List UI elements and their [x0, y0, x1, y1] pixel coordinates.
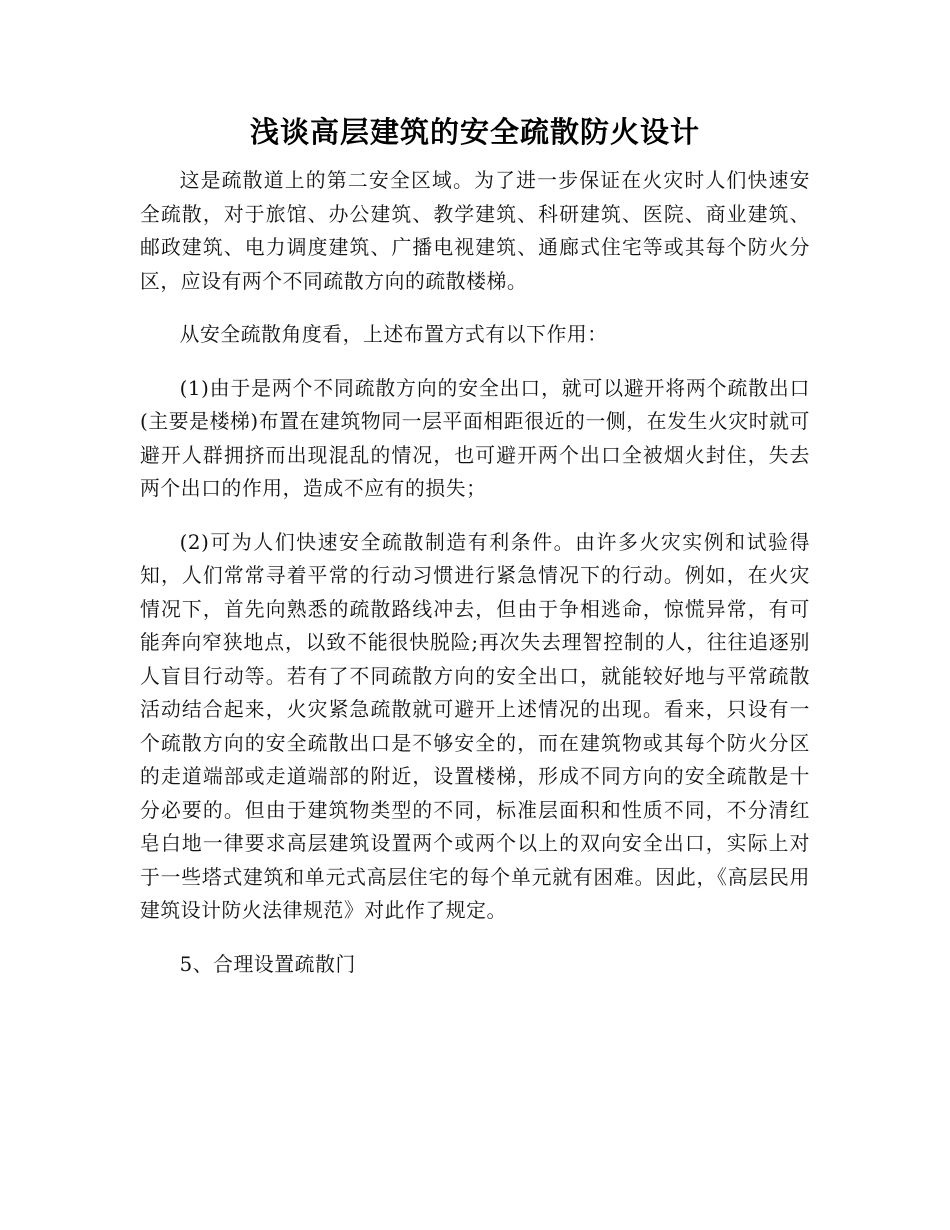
paragraph-effect-2: (2)可为人们快速安全疏散制造有利条件。由许多火灾实例和试验得知，人们常常寻着平常的行动习惯进行紧急情况下的行动。例如，在火灾情况下，首先向熟悉的疏散路线冲去，但由于争相逃命，惊慌异常，有可能奔向窄狭地点，以致不能很快脱险;再次失去理智控制的人，往往追逐别人盲目行动等。若有了不同疏散方向的安全出口，就能较好地与平常疏散活动结合起来，火灾紧急疏散就可避开上述情况的出现。看来，只设有一个疏散方向的安全疏散出口是不够安全的，而在建筑物或其每个防火分区的走道端部或走道端部的附近，设置楼梯，形成不同方向的安全疏散是十分必要的。但由于建筑物类型的不同，标准层面积和性质不同，不分清红皂白地一律要求高层建筑设置两个或两个以上的双向安全出口，实际上对于一些塔式建筑和单元式高层住宅的每个单元就有困难。因此，《高层民用建筑设计防火法律规范》对此作了规定。	[140, 530, 810, 922]
section-heading: 5、合理设置疏散门	[179, 952, 356, 976]
paragraph-effect-1: (1)由于是两个不同疏散方向的安全出口，就可以避开将两个疏散出口(主要是楼梯)布置在建筑物同一层平面相距很近的一侧，在发生火灾时就可避开人群拥挤而出现混乱的情况，也可避开两个出口全被烟火封住，失去两个出口的作用，造成不应有的损失；	[140, 376, 810, 500]
document-title: 浅谈高层建筑的安全疏散防火设计	[249, 115, 700, 149]
document-body	[140, 164, 810, 981]
paragraph-evacuation-zone: 这是疏散道上的第二安全区域。为了进一步保证在火灾时人们快速安全疏散，对于旅馆、办公建筑、教学建筑、科研建筑、医院、商业建筑、邮政建筑、电力调度建筑、广播电视建筑、通廊式住宅等或其每个防火分区，应设有两个不同疏散方向的疏散楼梯。	[140, 169, 810, 293]
paragraph-intro-effects: 从安全疏散角度看，上述布置方式有以下作用：	[179, 323, 608, 346]
